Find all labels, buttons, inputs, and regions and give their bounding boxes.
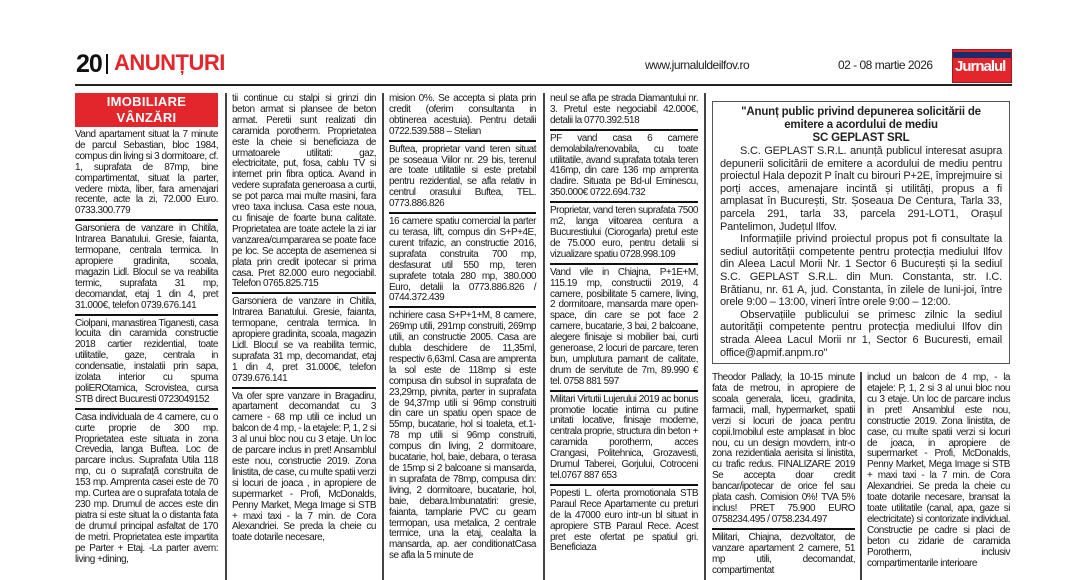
classified-ad: Militari, Chiajna, dezvoltator, de vanzare apartament 2 camere, 51 mp utili, decomandat, compartimentat <box>712 531 855 576</box>
classified-ad: includ un balcon de 4 mp, - la etajele: P, 1, 2 si 3 al unui bloc nou cu 3 etaje. Un loc de parcare inclus in pret! Ansamblul este nou, constructie 2019. Zona linistita, de case, cu multe spatii verzi si locuri de joaca, in apropiere de supermarket - Profi, McDonalds, Penny Market, Mega Image si STB + maxi taxi - la 7 min. de Cora Alexandriei. Se preda la cheie cu toate dotarile necesare, bransat la toate utilitatile (canal, apa, gaze si electricitate) si contorizate individual. Constructie pe cadre si placi de beton cu zidarie de caramida Porotherm, inclusiv compartimentarile interioare <box>866 372 1010 569</box>
classified-ad: Va ofer spre vanzare in Bragadiru, apartament decomandat cu 3 camere - 68 mp utili ce includ un balcon de 4 mp, - la etajele: P, 1, 2 si 3 al unui bloc nou cu 3 etaje. Un loc de parcare inclus in pret! Ansamblul este nou, constructie 2019. Zona linistita, de case, cu multe spatii verzi si locuri de joaca , in apropiere de supermarket - Profi, McDonalds, Penny Market, Mega Image si STB + maxi taxi - la 7 min. de Cora Alexandriei. Se preda la cheie cu toate dotarile necesare, <box>232 390 377 544</box>
logo-text: Jurnalul <box>955 58 1006 75</box>
website-link[interactable]: www.jurnaluldeilfov.ro <box>645 58 750 72</box>
classified-ad: Garsoniera de vanzare in Chitila, Intrarea Banatului. Gresie, faianta, termopane, centrala termica. In apropiere gradinita, scoala, magazin Lidl. Blocul se va reabilita termic, suprafata 31 mp, decomandat, etaj 1 din 4, pret 31.000€, telefon 0739.676.141 <box>75 223 218 315</box>
classified-ad: Buftea, proprietar vand teren situat pe soseaua Viilor nr. 29 bis, terenul are toate utilitatile si este pretabil pentru rezidential, se afla relativ in centrul orasului Buftea, TEL. 0773.886.826 <box>389 144 536 214</box>
classified-ad: Proprietar, vand teren suprafata 7500 m2, langa viitoarea centura a Bucurestiului (Ciorogarla) pretul este de 75.000 euro, pentru detalii si vizualizare spatiu 0728.998.109 <box>550 205 698 265</box>
classified-ad: Theodor Pallady, la 10-15 minute fata de metrou, in apropiere de scoala generala, liceu, gradinita, farmacii, mall, hypermarket, spatii verzi si locuri de joaca pentru copii.Imobilul este amplasat in bloc nou, cu un design movdern, intr-o zona rezidentiala aerisita si linistita, cu trafic redus. FINALIZARE 2019 Se accepta doar credit bancar/ipotecar de orice fel sau plata cash. Comision 0%! TVA 5% inclus! PRET 75.900 EURO 0758234.495 / 0758.234.497 <box>712 372 855 530</box>
newspaper-logo <box>952 49 1012 83</box>
column-5 <box>712 372 855 580</box>
right-section <box>712 101 1010 580</box>
classified-ad: tii continue cu stalpi si grinzi din beton armat si plansee de beton armat. Peretii sunt realizati din caramida porotherm. Proprietatea este la cheie si beneficiaza de urmatoarele utilitati: gaz, electricitate, put, fosa, cablu TV si internet prin fibra optica. Avand in vedere suprafata generoasa a curtii, se pot parca mai multe masini, fara vreo taxa inclusa. Casa este noua, cu finisaje de foarte buna calitate. Proprietatea are toate actele la zi iar vanzarea/cumpararea se poate face pe loc. Se accepta de asemenea si plata prin credit ipotecar si prima casa. Pret 82.000 euro negociabil. Telefon 0765.825.715 <box>232 93 376 294</box>
classified-ad: Militari Virtutii Lujerului 2019 ac bonus promotie locatie intima cu putine unitati locative, finisaje moderne, centrala proprie, structura din beton + caramida porotherm, acces Crangasi, Politehnica, Grozavesti, Drumul Taberei, Gorjului, Cotroceni tel.0767 887 653 <box>550 394 698 486</box>
lower-columns <box>712 372 1010 580</box>
column-divider <box>860 372 862 580</box>
column-6 <box>867 372 1010 580</box>
column-divider <box>704 93 706 580</box>
classified-ad: mision 0%. Se accepta si plata prin credit (oferim consultanta in obtinerea acestuia). Pentru detalii 0722.539.588 – Stelian <box>389 93 536 142</box>
page-number: 20 <box>76 50 102 78</box>
classified-ad: Ciolpani, manastirea Tiganesti, casa locuita din caramida constructie 2018 cartier rezidential, toate utilitatile, gaze, centrala in condensatie, instalatii prin sapa, izolata interior cu spuma poliEROtamica, Scrovistea, cursa STB direct Bucuresti 0723049152 <box>75 318 218 410</box>
header-divider <box>106 54 108 74</box>
column-divider <box>543 93 545 580</box>
notice-paragraph: Informațiile privind proiectul propus pot fi consultate la sediul autorității competente pentru protecția mediului Ilfov din Aleea Lacul Morii Nr. 1 Sector 6 București și la sediul S.C. GEPLAST S.R.L. din Mun. Constanta, str. I.C. Brătianu, nr. 61 A, jud. Constanta, în zilele de luni-joi, între orele 9:00 – 13:00, vineri între orele 9:00 – 12:00. <box>720 233 1002 309</box>
section-title: ANUNȚURI <box>114 50 225 75</box>
notice-paragraph: S.C. GEPLAST S.R.L. anunță publicul interesat asupra depunerii solicitării de emitere a acordului de mediu pentru proiectul Hala depozit P înalt cu birouri P+2E, împrejmuire si porți acces, amenajare incintă și utilități, propus a fi amplasat în București, Str. Șoseaua De Centura, Tarla 33, parcela 291, tarla 33, parcela 291-LOT1, Orașul Pantelimon, Județul Ilfov. <box>720 145 1002 233</box>
classified-ad: nchiriere casa S+P+1+M, 8 camere, 269mp utili, 291mp construiti, 269mp utili, an constructie 2005. Casa are dubla deschidere de 11,35ml, respectiv 6,63ml. Casa are amprenta la sol este de 118mp si este compusa din subsol in suprafata de 23,29mp, pivnita, parter in suprafata de 94,37mp utili si 96mp construiti din care un spatiu open space de 55mp, bucatarie, hol si toaleta, et.1- 78 mp utili si 96mp construiti, compus din living, 2 dormitoare, bucatarie, hol, baie, debara, o terasa de 15mp si 2 balcoane si mansarda, in suprafata de 78mp, compusa din: living, 2 dormitoare, bucatarie, hol, baie, debara.Imbunatatiri: gresie, faianta, tamplarie PVC cu geam termopan, usa metalica, 2 centrale termice, una la etaj, cealalta la mansarda, ap. aer conditionatCasa se afla la 5 minute de <box>389 310 536 562</box>
notice-company: SC GEPLAST SRL <box>812 132 910 144</box>
category-title: IMOBILIARE <box>106 94 187 109</box>
header-rule <box>75 84 1012 86</box>
column-divider <box>382 93 384 580</box>
classified-ad: PF vand casa 6 camere demolabila/renovabila, cu toate utilitatile, avand suprafata totala teren 416mp, din care 136 mp amprenta cladire. Situata pe Bd-ul Eminescu, 350.000€ 0722.694.732 <box>550 133 698 203</box>
classified-ad: Vand vile in Chiajna, P+1E+M, 115.19 mp, constructii 2019, 4 camere, posibilitate 5 camere, living, 2 dormitoare, mansarda mare open-space, din care se pot face 2 camere, bucatarie, 3 bai, 2 balcoane, alegere finisaje si mobilier bai, curti generoase, 2 locuri de parcare, teren bun, umplutura pamant de calitate, drum de servitute de 7m, 89.990 € tel. 0758 881 597 <box>550 267 698 392</box>
notice-title-line-2: emitere a acordului de mediu <box>784 119 938 131</box>
public-notice-box <box>712 101 1010 364</box>
classified-ad: neul se afla pe strada Diamantului nr. 3. Pretul este negociabil 42.000€, detalii la 0770.392.518 <box>550 93 698 131</box>
issue-date: 02 - 08 martie 2026 <box>838 58 933 72</box>
classified-ad: 16 camere spatiu comercial la parter cu terasa, lift, compus din S+P+4E, curent trifazic, an constructie 2016, suprafata construita 700 mp, desfasurat util 550 mp, teren suprafete totala 280 mp, 380.000 Euro, detalii la 0773.886.826 / 0744.372.439 <box>389 216 536 308</box>
classified-ad: Garsoniera de vanzare in Chitila, Intrarea Banatului. Gresie, faianta, termopane, centrala termica. In apropiere gradinita, scoala, magazin Lidl. Blocul se va reabilita termic, suprafata 31 mp, decomandat, etaj 1 din 4, pret 31.000€, telefon 0739.676.141 <box>232 296 376 388</box>
column-2 <box>232 93 376 548</box>
column-3 <box>389 93 536 566</box>
column-1 <box>75 93 218 569</box>
notice-paragraph: Observațiile publicului se primesc zilnic la sediul autorității competente pentru protecția mediului Ilfov din strada Aleea Lacul Morii nr 1, Sector 6 Bucuresti, email office@apmif.anpm.ro" <box>720 308 1002 359</box>
category-subtitle: VÂNZĂRI <box>116 110 177 125</box>
column-divider <box>225 93 227 580</box>
column-4 <box>550 93 698 558</box>
classified-ad: Vand apartament situat la 7 minute de parcul Sebastian, bloc 1984, compus din living si 3 dormitoare, cf. 1, suprafata de 87mp, bine compartimentat, situat la parter, vedere mixta, liber, fara amenajari recente, acte la zi, 72.000 Euro. 0733.300.779 <box>75 129 218 221</box>
category-banner <box>75 93 218 127</box>
classified-ad: Popesti L. oferta promotionala STB Paraul Rece Apartamente cu preturi de la 47000 euro intr-un bl situat in apropiere STB Paraul Rece. Acest pret este ofertat pe spatiul gri. Beneficiaza <box>550 487 698 554</box>
classified-ad: Casa individuala de 4 camere, cu o curte proprie de 300 mp. Proprietatea este situata in zona Crevedia, langa Buftea. Loc de parcare inclus. Suprafata Utila 118 mp, cu o suprafață construita de 153 mp. Amprenta casei este de 70 mp. Curtea are o suprafata totala de 230 mp. Drumul de acces este din piatra si este situat la o distanta fata de drumul principal asfaltat de 170 de metri. Proprietatea este impartita pe Parter + Etaj. -La parter avem: living +dining, <box>75 411 218 565</box>
notice-title-line-1: "Anunț public privind depunerea solicitării de <box>741 106 981 118</box>
